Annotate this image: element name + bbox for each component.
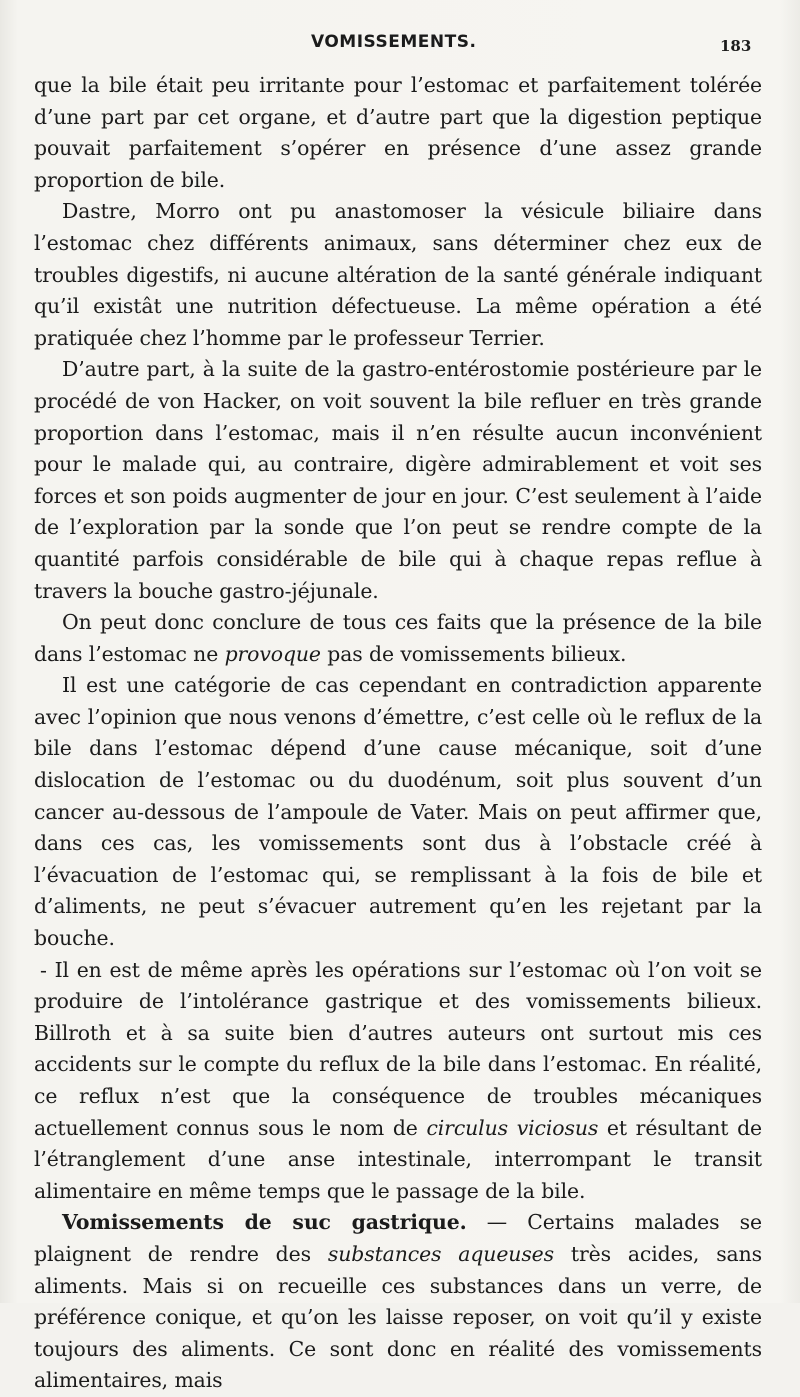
emphasis-circulus-viciosus: circulus viciosus [426,1115,599,1140]
paragraph-text: On peut donc conclure de tous ces faits que la présence de la bile dans l’estomac ne [34,610,762,666]
paragraph-continued [34,70,762,196]
section-heading: Vomissements de suc gastrique. [62,1210,467,1235]
paragraph-conclusion [34,607,762,670]
paragraph-dash: - [40,957,55,982]
running-head [0,32,800,56]
paragraph-text: et résultant de l’étranglement d’une anse intestinale, interrompant le transit alimentaire en même temps que le passage de la bile. [34,1115,762,1203]
paragraph-text: — Certains malades se plaignent de rendre des [34,1210,762,1266]
paragraph-text: très acides, sans aliments. Mais si on recueille ces substances dans un verre, de préférence conique, et qu’on les laisse reposer, on voit qu’il y existe toujours des aliments. Ce sont donc en réalité des vomissements alimentaires, mais [34,1241,763,1393]
paragraph-text: pas de vomissements bilieux. [320,641,627,666]
paragraph-suc-gastrique [34,1207,762,1397]
paragraph-text: que la bile était peu irritante pour l’estomac et parfaitement tolérée d’une part par cet organe, et d’autre part que la digestion peptique pouvait parfaitement s’opérer en présence d’une assez grande proportion de bile. [34,73,762,192]
paragraph-text: Il est une catégorie de cas cependant en contradiction apparente avec l’opinion que nous venons d’émettre, c’est celle où le reflux de la bile dans l’estomac dépend d’une cause mécanique, soit d’une dislocation de l’estomac ou du duodénum, soit plus souvent d’un cancer au-dessous de l’ampoule de Vater. Mais on peut affirmer que, dans ces cas, les vomissements sont dus à l’obstacle créé à l’évacuation de l’estomac qui, se remplissant à la fois de bile et d’aliments, ne peut s’évacuer autrement qu’en les rejetant par la bouche. [34,673,762,951]
paragraph-dastre [34,196,762,354]
paragraph-text: Il en est de même après les opérations sur l’estomac où l’on voit se produire de l’intolérance gastrique et des vomissements bilieux. Billroth et à sa suite bien d’autres auteurs ont surtout mis ces accidents sur le compte du reflux de la bile dans l’estomac. En réalité, ce reflux n’est que la conséquence de troubles mécaniques actuellement connus sous le nom de [34,957,762,1140]
paragraph-text: D’autre part, à la suite de la gastro-entérostomie postérieure par le procédé de von Hacker, on voit souvent la bile refluer en très grande proportion dans l’estomac, mais il n’en résulte aucun inconvénient pour le malade qui, au contraire, digère admirablement et voit ses forces et son poids augmenter de jour en jour. C’est seulement à l’aide de l’exploration par la sonde que l’on peut se rendre compte de la quantité parfois considérable de bile qui à chaque repas reflue à travers la bouche gastro-jéjunale. [34,357,762,603]
paragraph-operations [34,955,762,1208]
paragraph-text: Dastre, Morro ont pu anastomoser la vésicule biliaire dans l’estomac chez différents animaux, sans déterminer chez eux de troubles digestifs, ni aucune altération de la santé générale indiquant qu’il existât une nutrition défectueuse. La même opération a été pratiquée chez l’homme par le professeur Terrier. [34,199,762,350]
emphasis-provoque: provoque [224,641,321,666]
running-title: VOMISSEMENTS. [311,32,477,52]
body-text [34,70,762,1397]
emphasis-substances-aqueuses: substances aqueuses [327,1241,555,1266]
page-number: 183 [720,37,752,55]
paragraph-gastro-enterostomie [34,354,762,607]
paragraph-contradiction [34,670,762,954]
